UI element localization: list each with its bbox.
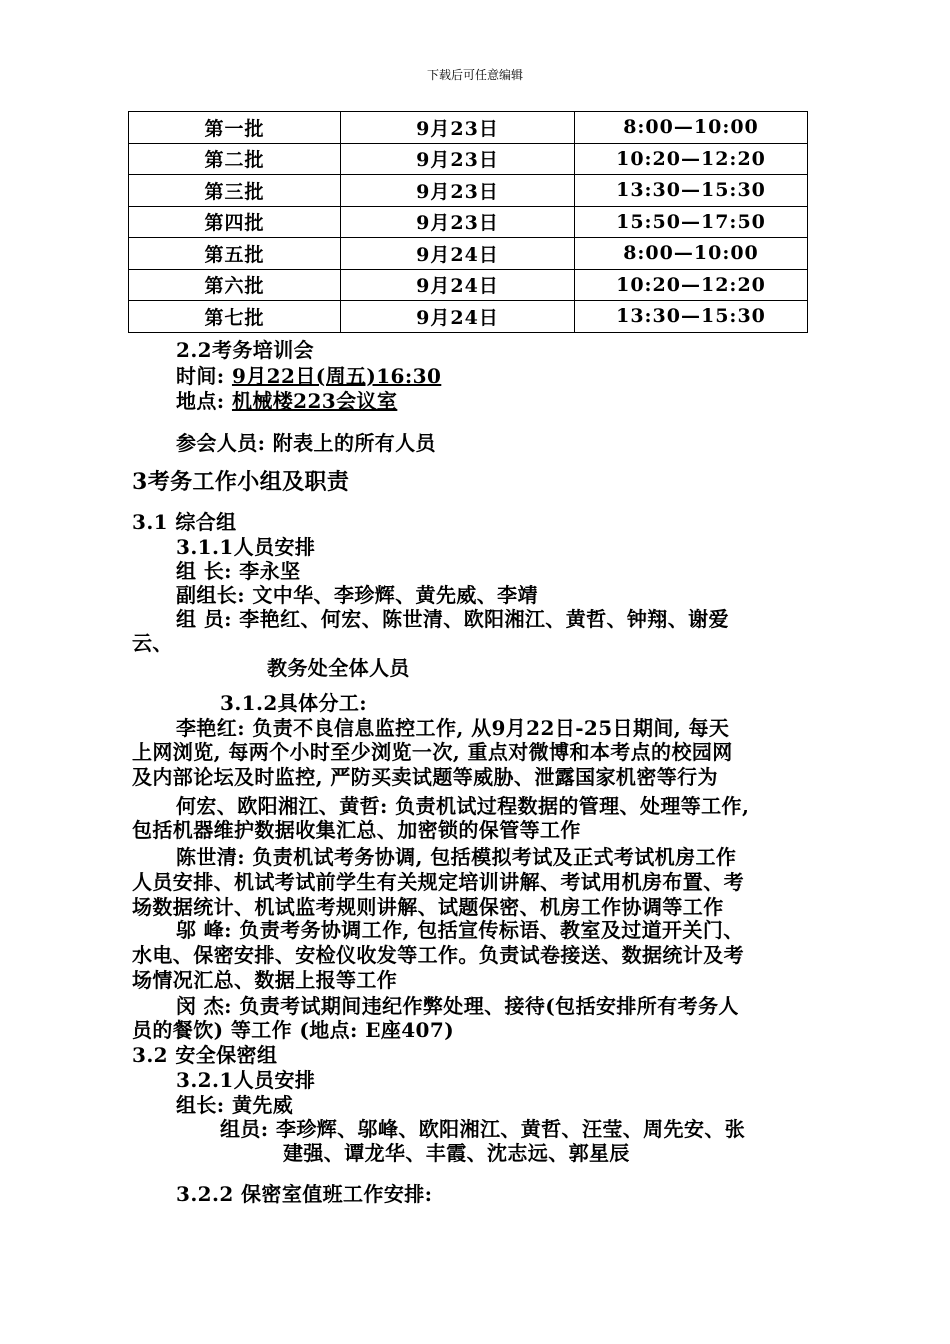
training-time-value: 9月22日(周五)16:30 (231, 364, 442, 388)
duty-line: 场数据统计、机试监考规则讲解、试题保密、机房工作协调等工作 (132, 895, 724, 919)
section-3-2-heading: 3.2 安全保密组 (132, 1043, 278, 1067)
section-3-1-heading: 3.1 综合组 (132, 510, 237, 534)
time-cell: 13:30—15:30 (575, 301, 808, 333)
date-cell: 9月24日 (341, 301, 575, 333)
time-cell: 8:00—10:00 (575, 238, 808, 270)
training-time (176, 364, 441, 388)
date-cell: 9月24日 (341, 238, 575, 270)
section-3-2-2-heading: 3.2.2 保密室值班工作安排: (176, 1182, 433, 1206)
date-cell: 9月24日 (341, 269, 575, 301)
batch-cell: 第六批 (129, 269, 341, 301)
batch-cell: 第四批 (129, 206, 341, 238)
time-cell: 13:30—15:30 (575, 175, 808, 207)
date-cell: 9月23日 (341, 112, 575, 144)
duty-line: 及内部论坛及时监控, 严防买卖试题等威胁、泄露国家机密等行为 (132, 765, 718, 789)
training-place-label: 地点: (176, 389, 225, 413)
batch-schedule-table (128, 111, 808, 333)
time-cell: 10:20—12:20 (575, 143, 808, 175)
table-row (129, 269, 808, 301)
group-leader: 组 长: 李永坚 (176, 559, 301, 583)
group-members-cont: 云、 (132, 631, 173, 655)
table-row (129, 143, 808, 175)
group-members: 组 员: 李艳红、何宏、陈世清、欧阳湘江、黄哲、钟翔、谢爱 (176, 607, 729, 631)
duty-line: 包括机器维护数据收集汇总、加密锁的保管等工作 (132, 818, 581, 842)
batch-cell: 第二批 (129, 143, 341, 175)
training-place (176, 389, 397, 413)
date-cell: 9月23日 (341, 143, 575, 175)
duty-line: 员的餐饮) 等工作 (地点: E座407) (132, 1018, 455, 1042)
duty-line: 水电、保密安排、安检仪收发等工作。负责试卷接送、数据统计及考 (132, 943, 744, 967)
duty-line: 邬 峰: 负责考务协调工作, 包括宣传标语、教室及过道开关门、 (176, 918, 744, 942)
section-3-1-1-heading: 3.1.1人员安排 (176, 535, 316, 559)
date-cell: 9月23日 (341, 206, 575, 238)
security-group-leader: 组长: 黄先威 (176, 1093, 294, 1117)
time-cell: 8:00—10:00 (575, 112, 808, 144)
training-attendees: 参会人员: 附表上的所有人员 (176, 431, 436, 455)
table-row (129, 112, 808, 144)
security-group-members: 组员: 李珍辉、邬峰、欧阳湘江、黄哲、汪莹、周先安、张 (220, 1117, 746, 1141)
section-3-1-2-heading: 3.1.2具体分工: (220, 691, 368, 715)
table-row (129, 206, 808, 238)
duty-line: 上网浏览, 每两个小时至少浏览一次, 重点对微博和本考点的校园网 (132, 740, 733, 764)
duty-line: 闵 杰: 负责考试期间违纪作弊处理、接待(包括安排所有考务人 (176, 994, 739, 1018)
duty-line: 何宏、欧阳湘江、黄哲: 负责机试过程数据的管理、处理等工作, (176, 794, 750, 818)
time-cell: 15:50—17:50 (575, 206, 808, 238)
training-time-label: 时间: (176, 364, 225, 388)
group-members-cont: 教务处全体人员 (267, 656, 410, 680)
training-heading: 2.2考务培训会 (176, 338, 314, 362)
date-cell: 9月23日 (341, 175, 575, 207)
page-header: 下载后可任意编辑 (426, 68, 523, 82)
section-3-heading: 3考务工作小组及职责 (132, 469, 350, 495)
duty-line: 陈世清: 负责机试考务协调, 包括模拟考试及正式考试机房工作 (176, 845, 737, 869)
security-group-members-cont: 建强、谭龙华、丰霞、沈志远、郭星辰 (283, 1141, 630, 1165)
table-row (129, 238, 808, 270)
time-cell: 10:20—12:20 (575, 269, 808, 301)
duty-line: 场情况汇总、数据上报等工作 (132, 968, 398, 992)
batch-cell: 第三批 (129, 175, 341, 207)
duty-line: 李艳红: 负责不良信息监控工作, 从9月22日-25日期间, 每天 (176, 716, 730, 740)
group-deputy: 副组长: 文中华、李珍辉、黄先威、李靖 (176, 583, 538, 607)
training-place-value: 机械楼223会议室 (231, 389, 398, 413)
duty-line: 人员安排、机试考试前学生有关规定培训讲解、考试用机房布置、考 (132, 870, 744, 894)
batch-cell: 第五批 (129, 238, 341, 270)
batch-cell: 第一批 (129, 112, 341, 144)
batch-cell: 第七批 (129, 301, 341, 333)
table-row (129, 301, 808, 333)
table-row (129, 175, 808, 207)
section-3-2-1-heading: 3.2.1人员安排 (176, 1068, 316, 1092)
